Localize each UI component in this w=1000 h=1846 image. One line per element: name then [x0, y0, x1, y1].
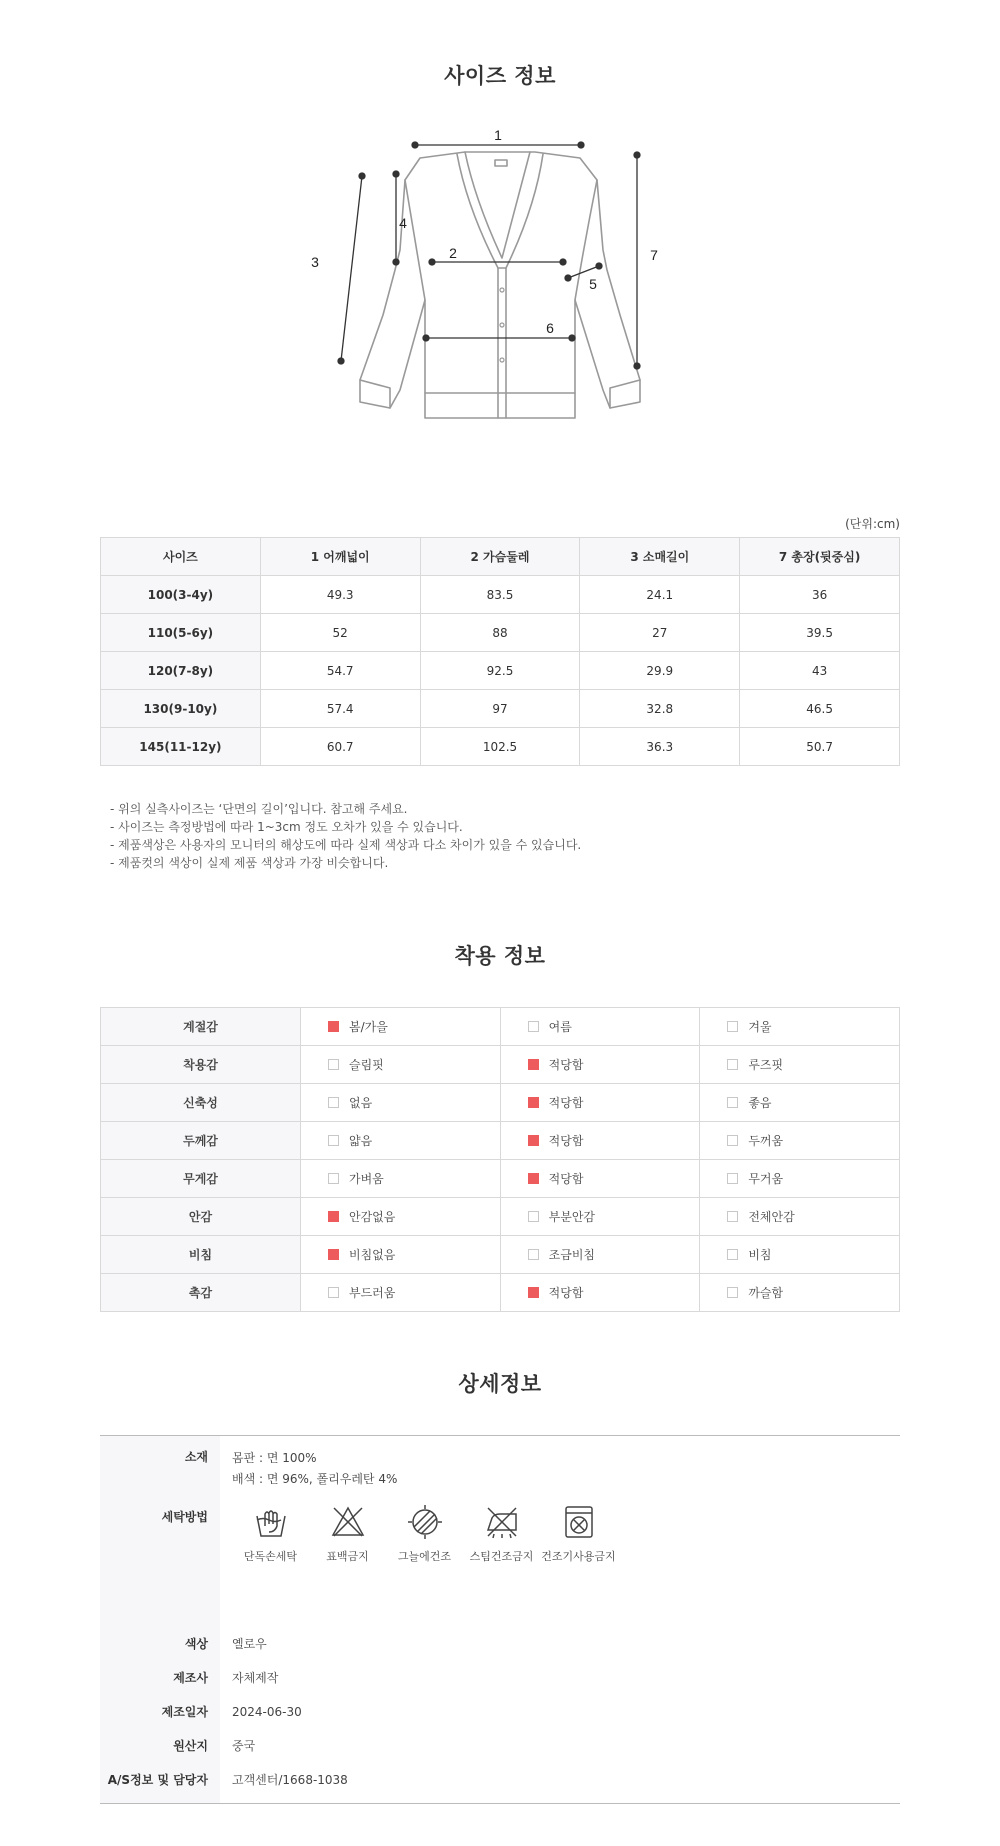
- unchecked-box-icon: [328, 1287, 339, 1298]
- fit-option: [301, 1084, 501, 1122]
- detail-section-title: 상세정보: [458, 1372, 542, 1396]
- fit-option: [700, 1008, 900, 1046]
- size-cell: 110(5-6y): [101, 614, 261, 652]
- table-cell: 32.8: [580, 690, 740, 728]
- size-table: [100, 537, 900, 766]
- unchecked-box-icon: [727, 1287, 738, 1298]
- fit-option-label: 적당함: [548, 1058, 584, 1072]
- fit-row: [101, 1198, 900, 1236]
- fit-option: [500, 1008, 700, 1046]
- size-cell: 100(3-4y): [101, 576, 261, 614]
- unchecked-box-icon: [727, 1097, 738, 1108]
- info-row: [100, 1729, 900, 1763]
- diagram-label-1: 1: [494, 127, 502, 143]
- table-cell: 88: [420, 614, 580, 652]
- material-row: [100, 1436, 900, 1494]
- material-label: 소재: [100, 1436, 220, 1494]
- info-row: [100, 1661, 900, 1695]
- wash-item: [232, 1504, 309, 1564]
- note-item: - 제품컷의 색상이 실제 제품 색상과 가장 비슷합니다.: [110, 856, 389, 870]
- info-label: 제조사: [100, 1661, 220, 1695]
- fit-row: [101, 1122, 900, 1160]
- table-row: [101, 576, 900, 614]
- fit-option: [301, 1008, 501, 1046]
- fit-row-label: 두께감: [101, 1122, 301, 1160]
- fit-option: [500, 1274, 700, 1312]
- fit-option: [700, 1274, 900, 1312]
- diagram-label-7: 7: [650, 247, 658, 263]
- fit-option-label: 비침: [748, 1248, 772, 1262]
- fit-option: [500, 1198, 700, 1236]
- size-notes: [110, 800, 581, 872]
- fit-row-label: 비침: [101, 1236, 301, 1274]
- fit-option-label: 까슬함: [748, 1286, 784, 1300]
- column-header: 3 소매길이: [580, 538, 740, 576]
- fit-option-label: 가벼움: [349, 1172, 384, 1186]
- info-label: A/S정보 및 담당자: [100, 1763, 220, 1803]
- wash-item: [463, 1504, 540, 1564]
- fit-option-label: 적당함: [548, 1096, 584, 1110]
- fit-option: [700, 1198, 900, 1236]
- fit-option-label: 무거움: [748, 1172, 784, 1186]
- fit-option: [500, 1084, 700, 1122]
- info-row: [100, 1763, 900, 1803]
- checked-box-icon: [528, 1287, 539, 1298]
- no-bleach-icon: [330, 1504, 366, 1540]
- wash-label-text: 단독손세탁: [243, 1550, 298, 1563]
- unchecked-box-icon: [328, 1097, 339, 1108]
- table-cell: 27: [580, 614, 740, 652]
- checked-box-icon: [528, 1097, 539, 1108]
- fit-option-label: 전체안감: [748, 1210, 795, 1224]
- info-value: 중국: [232, 1739, 256, 1753]
- size-section-title: 사이즈 정보: [444, 64, 556, 88]
- unchecked-box-icon: [328, 1059, 339, 1070]
- hand-wash-icon: [253, 1504, 289, 1540]
- note-item: - 위의 실측사이즈는 ‘단면의 길이’입니다. 참고해 주세요.: [110, 802, 408, 816]
- fit-option: [700, 1236, 900, 1274]
- table-cell: 102.5: [420, 728, 580, 766]
- unit-label: (단위:cm): [845, 517, 900, 531]
- info-label: 색상: [100, 1627, 220, 1661]
- table-row: [101, 614, 900, 652]
- fit-option: [500, 1046, 700, 1084]
- table-cell: 36: [740, 576, 900, 614]
- column-header: 사이즈: [101, 538, 261, 576]
- table-cell: 60.7: [260, 728, 420, 766]
- table-row: [101, 652, 900, 690]
- table-cell: 29.9: [580, 652, 740, 690]
- fit-option: [500, 1160, 700, 1198]
- table-cell: 92.5: [420, 652, 580, 690]
- unchecked-box-icon: [727, 1249, 738, 1260]
- fit-option-label: 부드러움: [349, 1286, 396, 1300]
- info-label: 원산지: [100, 1729, 220, 1763]
- wash-item: [540, 1504, 617, 1564]
- checked-box-icon: [528, 1059, 539, 1070]
- fit-row: [101, 1046, 900, 1084]
- shade-dry-icon: [407, 1504, 443, 1540]
- diagram-label-3: 3: [311, 254, 319, 270]
- fit-option: [301, 1274, 501, 1312]
- fit-option-label: 여름: [548, 1020, 572, 1034]
- table-cell: 36.3: [580, 728, 740, 766]
- table-cell: 49.3: [260, 576, 420, 614]
- unchecked-box-icon: [528, 1211, 539, 1222]
- checked-box-icon: [528, 1173, 539, 1184]
- fit-option-label: 없음: [349, 1096, 373, 1110]
- fit-row: [101, 1274, 900, 1312]
- table-cell: 97: [420, 690, 580, 728]
- info-value: 옐로우: [232, 1637, 267, 1651]
- fit-option: [500, 1236, 700, 1274]
- fit-row: [101, 1084, 900, 1122]
- fit-option-label: 얇음: [349, 1134, 373, 1148]
- diagram-label-4: 4: [399, 215, 407, 231]
- column-header: 7 총장(뒷중심): [740, 538, 900, 576]
- no-tumble-dry-icon: [561, 1504, 597, 1540]
- unchecked-box-icon: [727, 1211, 738, 1222]
- checked-box-icon: [328, 1021, 339, 1032]
- wash-icons: [232, 1504, 900, 1564]
- size-cell: 120(7-8y): [101, 652, 261, 690]
- table-cell: 83.5: [420, 576, 580, 614]
- fit-row-label: 계절감: [101, 1008, 301, 1046]
- fit-option: [301, 1198, 501, 1236]
- fit-option: [700, 1046, 900, 1084]
- fit-row-label: 촉감: [101, 1274, 301, 1312]
- fit-table: [100, 1007, 900, 1312]
- fit-option-label: 루즈핏: [748, 1058, 784, 1072]
- fit-row: [101, 1236, 900, 1274]
- table-row: [101, 690, 900, 728]
- checked-box-icon: [328, 1249, 339, 1260]
- fit-row-label: 무게감: [101, 1160, 301, 1198]
- wash-row: [100, 1494, 900, 1627]
- table-cell: 46.5: [740, 690, 900, 728]
- fit-option-label: 적당함: [548, 1134, 584, 1148]
- diagram-label-6: 6: [546, 320, 554, 336]
- fit-option-label: 슬림핏: [349, 1058, 384, 1072]
- unchecked-box-icon: [727, 1059, 738, 1070]
- table-row: [101, 728, 900, 766]
- table-cell: 43: [740, 652, 900, 690]
- fit-row: [101, 1008, 900, 1046]
- cardigan-measurement-diagram: [311, 127, 675, 450]
- table-cell: 52: [260, 614, 420, 652]
- detail-table: [100, 1435, 900, 1804]
- wash-label-text: 그늘에건조: [397, 1550, 452, 1563]
- fit-option-label: 좋음: [748, 1096, 772, 1110]
- unchecked-box-icon: [727, 1135, 738, 1146]
- column-header: 2 가슴둘레: [420, 538, 580, 576]
- size-cell: 130(9-10y): [101, 690, 261, 728]
- table-cell: 57.4: [260, 690, 420, 728]
- note-item: - 사이즈는 측정방법에 따라 1~3cm 정도 오차가 있을 수 있습니다.: [110, 820, 463, 834]
- fit-option: [301, 1236, 501, 1274]
- fit-option: [500, 1122, 700, 1160]
- wash-item: [386, 1504, 463, 1564]
- fit-option-label: 적당함: [548, 1172, 584, 1186]
- size-cell: 145(11-12y): [101, 728, 261, 766]
- table-cell: 54.7: [260, 652, 420, 690]
- fit-option-label: 안감없음: [349, 1210, 396, 1224]
- note-item: - 제품색상은 사용자의 모니터의 해상도에 따라 실제 색상과 다소 차이가 있을 수 있습니다.: [110, 838, 582, 852]
- table-cell: 24.1: [580, 576, 740, 614]
- fit-option: [301, 1122, 501, 1160]
- unchecked-box-icon: [328, 1173, 339, 1184]
- unchecked-box-icon: [727, 1021, 738, 1032]
- wash-label-text: 건조기사용금지: [541, 1550, 616, 1563]
- fit-option-label: 봄/가을: [349, 1020, 388, 1034]
- info-row: [100, 1695, 900, 1729]
- unchecked-box-icon: [328, 1135, 339, 1146]
- unchecked-box-icon: [727, 1173, 738, 1184]
- size-table-header: [101, 538, 900, 576]
- fit-option-label: 비침없음: [349, 1248, 396, 1262]
- fit-option-label: 두꺼움: [748, 1134, 784, 1148]
- info-value: 자체제작: [232, 1671, 279, 1685]
- wash-label-text: 표백금지: [326, 1550, 369, 1563]
- diagram-label-5: 5: [589, 276, 597, 292]
- material-line: 몸판 : 면 100%: [232, 1451, 317, 1465]
- wash-label-text: 스팀건조금지: [469, 1550, 534, 1563]
- fit-option-label: 부분안감: [548, 1210, 596, 1224]
- no-steam-iron-icon: [484, 1504, 520, 1540]
- fit-row: [101, 1160, 900, 1198]
- fit-row-label: 안감: [101, 1198, 301, 1236]
- fit-option-label: 적당함: [548, 1286, 584, 1300]
- checked-box-icon: [328, 1211, 339, 1222]
- info-row: [100, 1627, 900, 1661]
- cardigan-outline: [360, 152, 640, 418]
- checked-box-icon: [528, 1135, 539, 1146]
- fit-row-label: 착용감: [101, 1046, 301, 1084]
- unchecked-box-icon: [528, 1021, 539, 1032]
- fit-option: [301, 1046, 501, 1084]
- diagram-label-2: 2: [449, 245, 457, 261]
- fit-option: [700, 1084, 900, 1122]
- fit-row-label: 신축성: [101, 1084, 301, 1122]
- column-header: 1 어깨넓이: [260, 538, 420, 576]
- fit-option-label: 조금비침: [548, 1248, 596, 1262]
- info-value: 고객센터/1668-1038: [232, 1773, 348, 1787]
- fit-option-label: 겨울: [748, 1020, 772, 1034]
- table-cell: 39.5: [740, 614, 900, 652]
- material-line: 배색 : 면 96%, 폴리우레탄 4%: [232, 1472, 398, 1486]
- table-cell: 50.7: [740, 728, 900, 766]
- fit-option: [700, 1160, 900, 1198]
- fit-section-title: 착용 정보: [454, 944, 546, 968]
- wash-item: [309, 1504, 386, 1564]
- info-label: 제조일자: [100, 1695, 220, 1729]
- wash-label: 세탁방법: [100, 1494, 220, 1627]
- fit-option: [700, 1122, 900, 1160]
- fit-option: [301, 1160, 501, 1198]
- info-value: 2024-06-30: [232, 1705, 302, 1719]
- unchecked-box-icon: [528, 1249, 539, 1260]
